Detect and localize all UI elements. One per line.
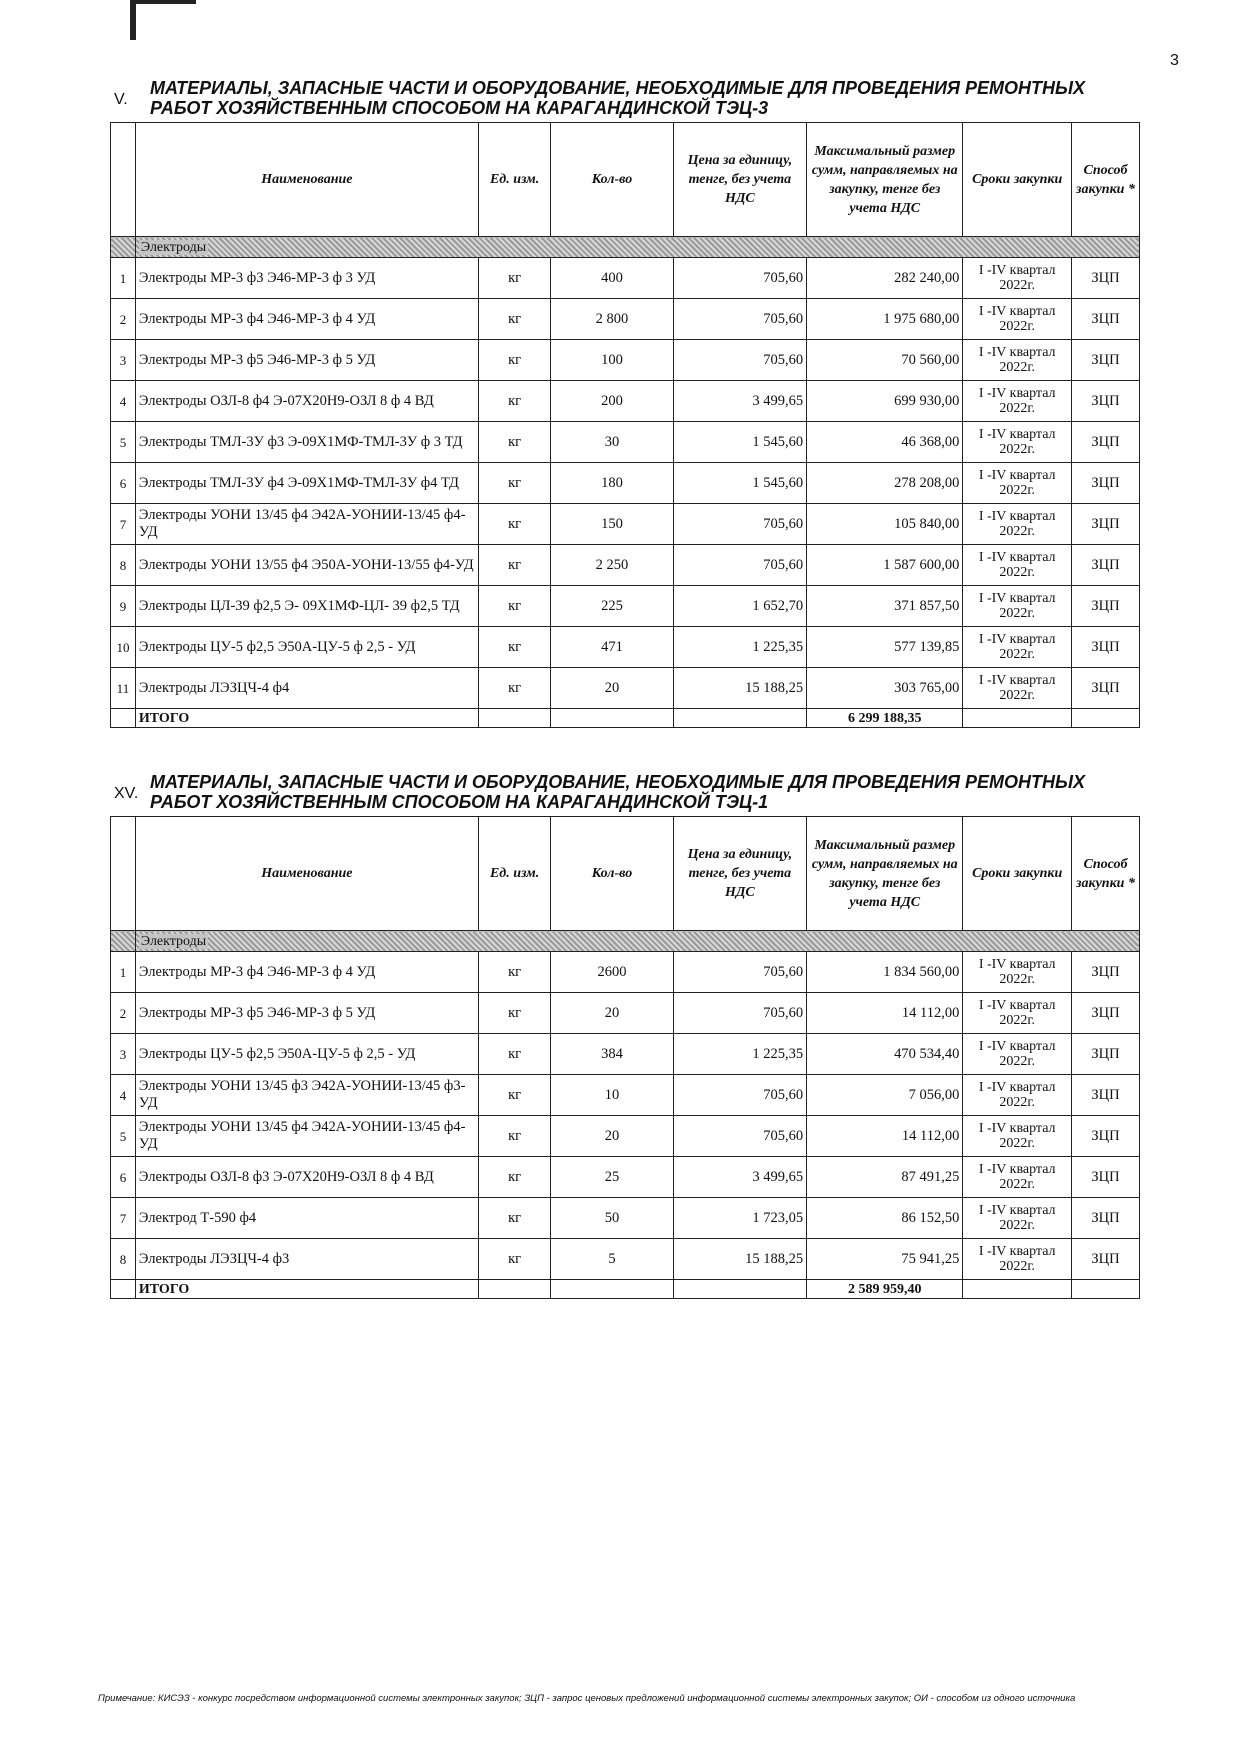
cell-term: I -IV квартал 2022г. xyxy=(963,1075,1072,1116)
cell-price: 1 545,60 xyxy=(673,463,807,504)
cell-qty: 5 xyxy=(551,1239,673,1280)
cell-method: ЗЦП xyxy=(1072,993,1140,1034)
cell-max: 282 240,00 xyxy=(807,258,963,299)
cell-method: ЗЦП xyxy=(1072,1198,1140,1239)
cell-name: Электроды ЦУ-5 ф2,5 Э50А-ЦУ-5 ф 2,5 - УД xyxy=(135,1034,478,1075)
cell-max: 1 834 560,00 xyxy=(807,952,963,993)
cell-qty: 2 250 xyxy=(551,545,673,586)
cell-method: ЗЦП xyxy=(1072,504,1140,545)
table-row xyxy=(111,463,1140,504)
cell-qty: 200 xyxy=(551,381,673,422)
total-row xyxy=(111,709,1140,728)
cell-num: 2 xyxy=(111,993,136,1034)
cell-qty: 20 xyxy=(551,1116,673,1157)
cell-max: 14 112,00 xyxy=(807,1116,963,1157)
col-header-name: Наименование xyxy=(135,123,478,237)
section-title xyxy=(110,772,1140,812)
cell-method: ЗЦП xyxy=(1072,299,1140,340)
section-title xyxy=(110,78,1140,118)
cell-qty: 100 xyxy=(551,340,673,381)
group-label: Электроды xyxy=(140,933,207,949)
cell-term: I -IV квартал 2022г. xyxy=(963,1034,1072,1075)
cell-qty: 10 xyxy=(551,1075,673,1116)
cell-unit: кг xyxy=(478,258,550,299)
cell-price: 1 225,35 xyxy=(673,627,807,668)
cell-max: 1 587 600,00 xyxy=(807,545,963,586)
cell-unit: кг xyxy=(478,1034,550,1075)
cell-qty: 30 xyxy=(551,422,673,463)
cell-name: Электроды МР-3 ф5 Э46-МР-3 ф 5 УД xyxy=(135,340,478,381)
table-row xyxy=(111,952,1140,993)
cell-name: Электроды ЦЛ-39 ф2,5 Э- 09Х1МФ-ЦЛ- 39 ф2,5 ТД xyxy=(135,586,478,627)
cell-term: I -IV квартал 2022г. xyxy=(963,668,1072,709)
table-row xyxy=(111,504,1140,545)
cell-qty: 400 xyxy=(551,258,673,299)
cell-price: 3 499,65 xyxy=(673,1157,807,1198)
cell-qty: 150 xyxy=(551,504,673,545)
section-tec3 xyxy=(110,78,1140,728)
cell-max: 46 368,00 xyxy=(807,422,963,463)
col-header-num xyxy=(111,817,136,931)
cell-price: 705,60 xyxy=(673,545,807,586)
cell-qty: 50 xyxy=(551,1198,673,1239)
cell-unit: кг xyxy=(478,993,550,1034)
table-row xyxy=(111,1239,1140,1280)
cell-term: I -IV квартал 2022г. xyxy=(963,586,1072,627)
procurement-table xyxy=(110,816,1140,1299)
table-row xyxy=(111,993,1140,1034)
cell-name: Электроды ОЗЛ-8 ф4 Э-07Х20Н9-ОЗЛ 8 ф 4 ВД xyxy=(135,381,478,422)
table-header-row xyxy=(111,817,1140,931)
cell-num: 2 xyxy=(111,299,136,340)
cell-price: 705,60 xyxy=(673,952,807,993)
table-row xyxy=(111,1157,1140,1198)
cell-name: Электроды ЛЭЗЦЧ-4 ф3 xyxy=(135,1239,478,1280)
group-label: Электроды xyxy=(140,239,207,255)
table-row xyxy=(111,627,1140,668)
cell-term: I -IV квартал 2022г. xyxy=(963,627,1072,668)
cell-qty: 2 800 xyxy=(551,299,673,340)
cell-num: 4 xyxy=(111,381,136,422)
cell-term: I -IV квартал 2022г. xyxy=(963,422,1072,463)
cell-unit: кг xyxy=(478,1198,550,1239)
cell-name: Электроды МР-3 ф3 Э46-МР-3 ф 3 УД xyxy=(135,258,478,299)
cell-max: 70 560,00 xyxy=(807,340,963,381)
cell-unit: кг xyxy=(478,1116,550,1157)
cell-num: 8 xyxy=(111,545,136,586)
total-label: ИТОГО xyxy=(135,1280,478,1299)
cell-method: ЗЦП xyxy=(1072,340,1140,381)
cell-max: 7 056,00 xyxy=(807,1075,963,1116)
col-header-name: Наименование xyxy=(135,817,478,931)
cell-unit: кг xyxy=(478,504,550,545)
cell-max: 577 139,85 xyxy=(807,627,963,668)
cell-qty: 25 xyxy=(551,1157,673,1198)
col-header-unit: Ед. изм. xyxy=(478,123,550,237)
cell-name: Электроды УОНИ 13/55 ф4 Э50А-УОНИ-13/55 ф4-УД xyxy=(135,545,478,586)
cell-num: 6 xyxy=(111,1157,136,1198)
cell-name: Электроды МР-3 ф4 Э46-МР-3 ф 4 УД xyxy=(135,952,478,993)
cell-unit: кг xyxy=(478,1157,550,1198)
cell-qty: 20 xyxy=(551,668,673,709)
section-number: XV. xyxy=(114,785,139,802)
cell-num: 5 xyxy=(111,422,136,463)
col-header-max: Максимальный размер сумм, направляемых на закупку, тенге без учета НДС xyxy=(807,817,963,931)
cell-max: 470 534,40 xyxy=(807,1034,963,1075)
col-header-num xyxy=(111,123,136,237)
cell-name: Электроды МР-3 ф5 Э46-МР-3 ф 5 УД xyxy=(135,993,478,1034)
cell-num: 7 xyxy=(111,1198,136,1239)
cell-method: ЗЦП xyxy=(1072,422,1140,463)
cell-method: ЗЦП xyxy=(1072,1034,1140,1075)
cell-max: 278 208,00 xyxy=(807,463,963,504)
cell-method: ЗЦП xyxy=(1072,1075,1140,1116)
cell-num: 1 xyxy=(111,258,136,299)
cell-name: Электроды ЛЭЗЦЧ-4 ф4 xyxy=(135,668,478,709)
page-number: 3 xyxy=(1170,52,1179,69)
footnote: Примечание: КИСЭЗ - конкурс посредством информационной системы электронных закупок; ЗЦП - запрос ценовых предложений информационной системы электронных закупок; ОИ - способом из одного источника xyxy=(98,1693,1076,1704)
cell-name: Электроды УОНИ 13/45 ф3 Э42А-УОНИИ-13/45 ф3-УД xyxy=(135,1075,478,1116)
cell-price: 705,60 xyxy=(673,258,807,299)
table-row xyxy=(111,586,1140,627)
cell-price: 1 723,05 xyxy=(673,1198,807,1239)
cell-unit: кг xyxy=(478,545,550,586)
cell-price: 705,60 xyxy=(673,993,807,1034)
cell-price: 705,60 xyxy=(673,299,807,340)
cell-unit: кг xyxy=(478,952,550,993)
table-row xyxy=(111,340,1140,381)
total-value: 2 589 959,40 xyxy=(807,1280,963,1299)
cell-term: I -IV квартал 2022г. xyxy=(963,993,1072,1034)
cell-method: ЗЦП xyxy=(1072,586,1140,627)
cell-unit: кг xyxy=(478,668,550,709)
table-header-row xyxy=(111,123,1140,237)
cell-num: 8 xyxy=(111,1239,136,1280)
cell-num: 10 xyxy=(111,627,136,668)
cell-price: 15 188,25 xyxy=(673,1239,807,1280)
cell-num: 5 xyxy=(111,1116,136,1157)
col-header-price: Цена за единицу, тенге, без учета НДС xyxy=(673,817,807,931)
table-row xyxy=(111,422,1140,463)
cell-price: 705,60 xyxy=(673,504,807,545)
cell-price: 705,60 xyxy=(673,1116,807,1157)
cell-term: I -IV квартал 2022г. xyxy=(963,381,1072,422)
cell-qty: 2600 xyxy=(551,952,673,993)
cell-num: 3 xyxy=(111,1034,136,1075)
cell-max: 371 857,50 xyxy=(807,586,963,627)
cell-price: 1 225,35 xyxy=(673,1034,807,1075)
cell-method: ЗЦП xyxy=(1072,258,1140,299)
cell-unit: кг xyxy=(478,422,550,463)
cell-term: I -IV квартал 2022г. xyxy=(963,258,1072,299)
cell-term: I -IV квартал 2022г. xyxy=(963,1116,1072,1157)
table-row xyxy=(111,1075,1140,1116)
table-row xyxy=(111,1116,1140,1157)
table-row xyxy=(111,299,1140,340)
cell-unit: кг xyxy=(478,340,550,381)
cell-method: ЗЦП xyxy=(1072,668,1140,709)
cell-name: Электроды ТМЛ-3У ф3 Э-09Х1МФ-ТМЛ-3У ф 3 ТД xyxy=(135,422,478,463)
col-header-method: Способ закупки * xyxy=(1072,817,1140,931)
cell-price: 1 652,70 xyxy=(673,586,807,627)
total-value: 6 299 188,35 xyxy=(807,709,963,728)
cell-max: 75 941,25 xyxy=(807,1239,963,1280)
cell-term: I -IV квартал 2022г. xyxy=(963,340,1072,381)
col-header-method: Способ закупки * xyxy=(1072,123,1140,237)
cell-price: 15 188,25 xyxy=(673,668,807,709)
cell-max: 14 112,00 xyxy=(807,993,963,1034)
cell-unit: кг xyxy=(478,1075,550,1116)
section-tec1 xyxy=(110,772,1140,1299)
cell-qty: 471 xyxy=(551,627,673,668)
section-number: V. xyxy=(114,91,128,108)
cell-term: I -IV квартал 2022г. xyxy=(963,504,1072,545)
col-header-term: Сроки закупки xyxy=(963,123,1072,237)
cell-term: I -IV квартал 2022г. xyxy=(963,545,1072,586)
table-row xyxy=(111,381,1140,422)
cell-price: 1 545,60 xyxy=(673,422,807,463)
cell-method: ЗЦП xyxy=(1072,1157,1140,1198)
cell-max: 1 975 680,00 xyxy=(807,299,963,340)
cell-method: ЗЦП xyxy=(1072,463,1140,504)
group-row xyxy=(111,237,1140,258)
cell-term: I -IV квартал 2022г. xyxy=(963,1198,1072,1239)
cell-method: ЗЦП xyxy=(1072,627,1140,668)
cell-max: 303 765,00 xyxy=(807,668,963,709)
cell-price: 705,60 xyxy=(673,1075,807,1116)
cell-term: I -IV квартал 2022г. xyxy=(963,952,1072,993)
cell-name: Электроды УОНИ 13/45 ф4 Э42А-УОНИИ-13/45 ф4-УД xyxy=(135,504,478,545)
cell-max: 87 491,25 xyxy=(807,1157,963,1198)
cell-name: Электрод Т-590 ф4 xyxy=(135,1198,478,1239)
cell-num: 7 xyxy=(111,504,136,545)
table-row xyxy=(111,668,1140,709)
cell-method: ЗЦП xyxy=(1072,381,1140,422)
col-header-price: Цена за единицу, тенге, без учета НДС xyxy=(673,123,807,237)
cell-price: 705,60 xyxy=(673,340,807,381)
col-header-qty: Кол-во xyxy=(551,817,673,931)
cell-qty: 225 xyxy=(551,586,673,627)
cell-unit: кг xyxy=(478,299,550,340)
cell-unit: кг xyxy=(478,463,550,504)
total-label: ИТОГО xyxy=(135,709,478,728)
cell-name: Электроды ЦУ-5 ф2,5 Э50А-ЦУ-5 ф 2,5 - УД xyxy=(135,627,478,668)
col-header-term: Сроки закупки xyxy=(963,817,1072,931)
cell-max: 699 930,00 xyxy=(807,381,963,422)
table-row xyxy=(111,545,1140,586)
cell-max: 105 840,00 xyxy=(807,504,963,545)
cell-method: ЗЦП xyxy=(1072,545,1140,586)
cell-max: 86 152,50 xyxy=(807,1198,963,1239)
cell-num: 11 xyxy=(111,668,136,709)
cell-num: 9 xyxy=(111,586,136,627)
col-header-qty: Кол-во xyxy=(551,123,673,237)
cell-unit: кг xyxy=(478,627,550,668)
cell-name: Электроды УОНИ 13/45 ф4 Э42А-УОНИИ-13/45 ф4-УД xyxy=(135,1116,478,1157)
cell-qty: 384 xyxy=(551,1034,673,1075)
cell-method: ЗЦП xyxy=(1072,952,1140,993)
cell-name: Электроды ТМЛ-3У ф4 Э-09Х1МФ-ТМЛ-3У ф4 ТД xyxy=(135,463,478,504)
group-row xyxy=(111,931,1140,952)
scan-corner-mark xyxy=(130,0,196,40)
cell-num: 3 xyxy=(111,340,136,381)
cell-qty: 20 xyxy=(551,993,673,1034)
table-row xyxy=(111,258,1140,299)
cell-name: Электроды ОЗЛ-8 ф3 Э-07Х20Н9-ОЗЛ 8 ф 4 ВД xyxy=(135,1157,478,1198)
cell-method: ЗЦП xyxy=(1072,1239,1140,1280)
cell-name: Электроды МР-3 ф4 Э46-МР-3 ф 4 УД xyxy=(135,299,478,340)
table-row xyxy=(111,1198,1140,1239)
cell-price: 3 499,65 xyxy=(673,381,807,422)
cell-unit: кг xyxy=(478,381,550,422)
cell-num: 6 xyxy=(111,463,136,504)
cell-term: I -IV квартал 2022г. xyxy=(963,299,1072,340)
cell-method: ЗЦП xyxy=(1072,1116,1140,1157)
total-row xyxy=(111,1280,1140,1299)
cell-num: 1 xyxy=(111,952,136,993)
cell-term: I -IV квартал 2022г. xyxy=(963,1239,1072,1280)
cell-term: I -IV квартал 2022г. xyxy=(963,1157,1072,1198)
table-row xyxy=(111,1034,1140,1075)
cell-unit: кг xyxy=(478,586,550,627)
section-title-text: МАТЕРИАЛЫ, ЗАПАСНЫЕ ЧАСТИ И ОБОРУДОВАНИЕ, НЕОБХОДИМЫЕ ДЛЯ ПРОВЕДЕНИЯ РЕМОНТНЫХ РАБОТ ХОЗЯЙСТВЕННЫМ СПОСОБОМ НА КАРАГАНДИНСКОЙ ТЭЦ-3 xyxy=(150,78,1086,118)
cell-num: 4 xyxy=(111,1075,136,1116)
section-title-text: МАТЕРИАЛЫ, ЗАПАСНЫЕ ЧАСТИ И ОБОРУДОВАНИЕ, НЕОБХОДИМЫЕ ДЛЯ ПРОВЕДЕНИЯ РЕМОНТНЫХ РАБОТ ХОЗЯЙСТВЕННЫМ СПОСОБОМ НА КАРАГАНДИНСКОЙ ТЭЦ-1 xyxy=(150,772,1086,812)
cell-qty: 180 xyxy=(551,463,673,504)
col-header-unit: Ед. изм. xyxy=(478,817,550,931)
cell-unit: кг xyxy=(478,1239,550,1280)
col-header-max: Максимальный размер сумм, направляемых на закупку, тенге без учета НДС xyxy=(807,123,963,237)
procurement-table xyxy=(110,122,1140,728)
cell-term: I -IV квартал 2022г. xyxy=(963,463,1072,504)
